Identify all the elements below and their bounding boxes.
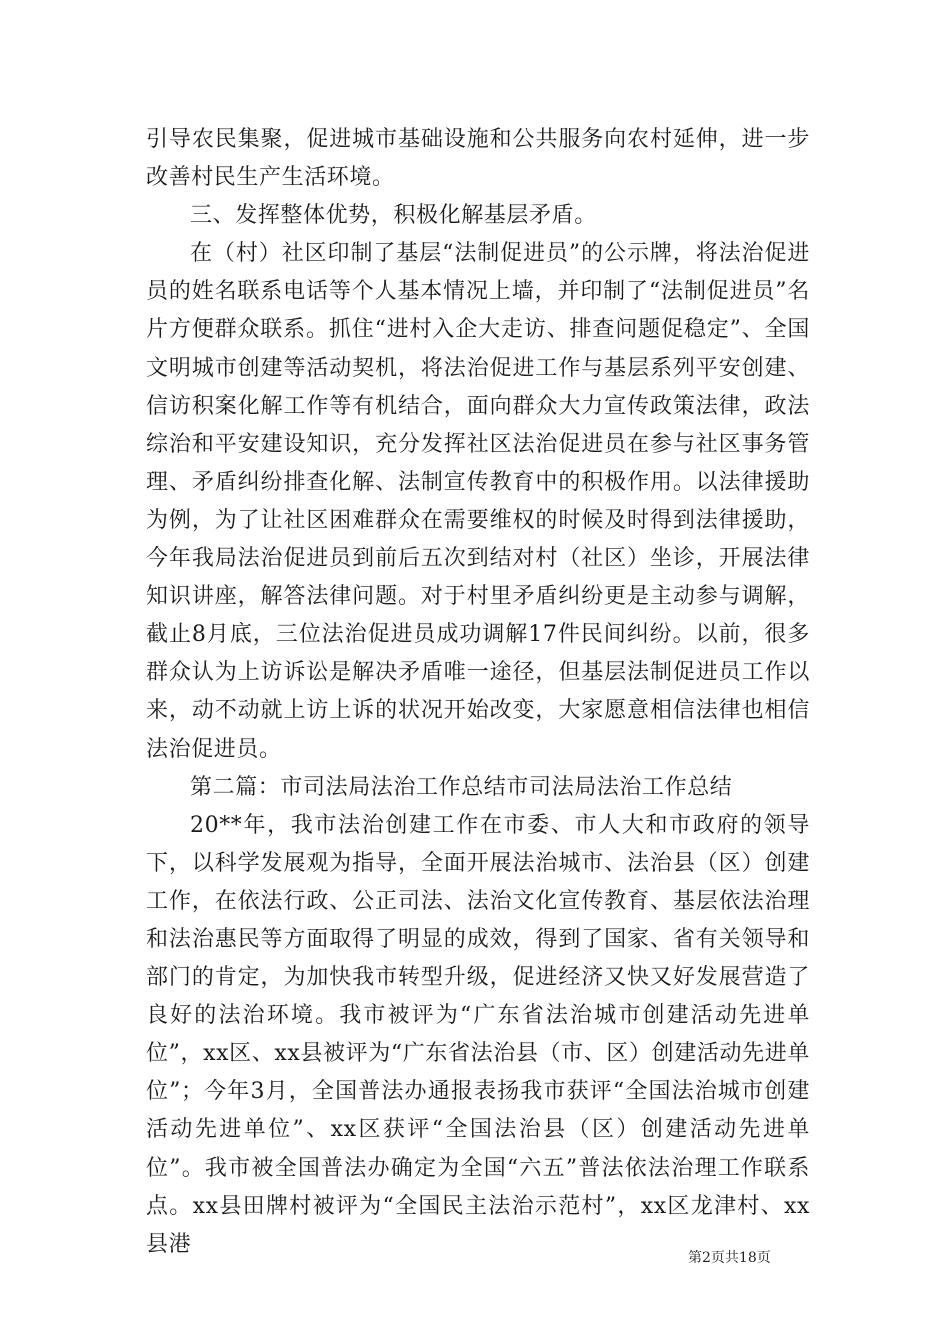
section-heading-three: 三、发挥整体优势，积极化解基层矛盾。 — [190, 203, 597, 229]
document-body — [146, 121, 810, 1264]
paragraph-continued: 引导农民集聚，促进城市基础设施和公共服务向农村延伸，进一步改善村民生产生活环境。 — [146, 127, 810, 191]
paragraph-community-mediation: 在（村）社区印制了基层“法制促进员”的公示牌，将法治促进员的姓名联系电话等个人基本情况上墙，并印制了“法制促进员”名片方便群众联系。抓住“进村入企大走访、排查问题促稳定”、全国文明城市创建等活动契机，将法治促进工作与基层系列平安创建、信访积案化解工作等有机结合，面向群众大力宣传政策法律，政法综治和平安建设知识，充分发挥社区法治促进员在参与社区事务管理、矛盾纠纷排查化解、法制宣传教育中的积极作用。以法律援助为例，为了让社区困难群众在需要维权的时候及时得到法律援助，今年我局法治促进员到前后五次到结对村（社区）坐诊，开展法律知识讲座，解答法律问题。对于村里矛盾纠纷更是主动参与调解，截止8月底，三位法治促进员成功调解17件民间纠纷。以前，很多群众认为上访诉讼是解决矛盾唯一途径，但基层法制促进员工作以来，动不动就上访上诉的状况开始改变，大家愿意相信法律也相信法治促进员。 — [146, 241, 810, 762]
chapter-heading-two: 第二篇：市司法局法治工作总结市司法局法治工作总结 — [190, 774, 733, 800]
paragraph-annual-summary: 20**年，我市法治创建工作在市委、市人大和市政府的领导下，以科学发展观为指导，全面开展法治城市、法治县（区）创建工作，在依法行政、公正司法、法治文化宣传教育、基层依法治理和法治惠民等方面取得了明显的成效，得到了国家、省有关领导和部门的肯定，为加快我市转型升级，促进经济又快又好发展营造了良好的法治环境。我市被评为“广东省法治城市创建活动先进单位”，xx区、xx县被评为“广东省法治县（市、区）创建活动先进单位”；今年3月，全国普法办通报表扬我市获评“全国法治城市创建活动先进单位”、xx区获评“全国法治县（区）创建活动先进单位”。我市被全国普法办确定为全国“六五”普法依法治理工作联系点。xx县田牌村被评为“全国民主法治示范村”，xx区龙津村、xx县港 — [146, 812, 810, 1257]
page-number-footer: 第2页共18页 — [688, 1250, 771, 1266]
